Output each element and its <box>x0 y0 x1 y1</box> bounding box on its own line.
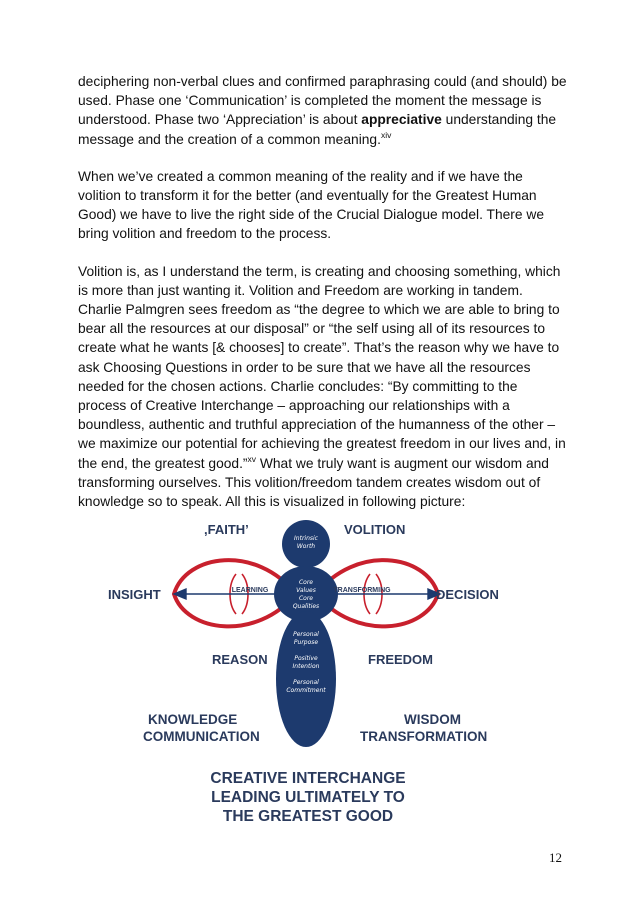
communication-label: COMMUNICATION <box>143 729 260 744</box>
caption-line-3: THE GREATEST GOOD <box>222 808 394 825</box>
caption-line-2: LEADING ULTIMATELY TO <box>211 789 405 806</box>
footnote-ref-xiv[interactable]: xiv <box>380 129 392 140</box>
paragraph-3-text-end: What we truly want is augment our wisdom and transforming ourselves. This volition/freedom tandem creates wisdom out of knowledge so to speak. All this is visualized in following picture: <box>78 455 549 510</box>
body-text-6: Commitment <box>286 687 326 694</box>
core-text-1: Core <box>298 579 314 586</box>
paragraph-2: When we’ve created a common meaning of the reality and if we have the volition to transform it for the better (and eventually for the Greatest Human Good) we have to live the right side of the Crucial Dialogue model. There we bring volition and freedom to the process. <box>78 168 545 242</box>
core-text-2: Values <box>296 587 316 594</box>
body-text-4: Intention <box>292 663 320 670</box>
knowledge-label: KNOWLEDGE <box>148 712 238 727</box>
paragraph-1 <box>78 72 568 149</box>
paragraph-1-text: deciphering non-verbal clues and confirmed paraphrasing could (and should) be used. Phase one ‘Communication’ is completed the moment the message is understood. Phase two ‘Appreciation’ is about <box>78 74 567 128</box>
transformation-label: TRANSFORMATION <box>360 729 488 744</box>
faith-label: ,FAITH’ <box>204 522 249 537</box>
body-text <box>78 72 568 511</box>
body-text-5: Personal <box>293 679 319 686</box>
freedom-label: FREEDOM <box>368 652 433 667</box>
caption-line-1: CREATIVE INTERCHANGE <box>210 770 406 787</box>
paragraph-1-bold-word: appreciative <box>361 112 442 128</box>
volition-label: VOLITION <box>344 522 406 537</box>
creative-interchange-diagram <box>96 514 526 834</box>
decision-label: DECISION <box>436 587 499 602</box>
footnote-ref-xv[interactable]: xv <box>247 453 257 464</box>
body-text-1: Personal <box>293 631 319 638</box>
body-text-2: Purpose <box>293 639 319 646</box>
wisdom-label: WISDOM <box>404 712 461 727</box>
head-text-1: Intrinsic <box>294 535 318 542</box>
paragraph-1-text-end: understanding the message and the creation of a common meaning. <box>78 112 557 147</box>
page-number: 12 <box>549 850 562 865</box>
paragraph-3-text: Volition is, as I understand the term, is creating and choosing something, which is more than just wanting it. Volition and Freedom are working in tandem. Charlie Palmgren sees freedom as “the degree to which we are able to bring to bear all the resources at our disposal” or “the self using all of its resources to create what he wants [& chooses] to create”. That’s the reason why we have to ask Choosing Questions in order to be sure that we have all the resources needed for the chosen actions. Charlie concludes: “By committing to the process of Creative Interchange – approaching our relationships with a boundless, authentic and truthful appreciation of the humanness of the other – we maximize our potential for achieving the greatest freedom in our lives and, in the end, the greatest good.” <box>78 263 566 471</box>
learning-label: LEARNING <box>231 587 269 594</box>
head-text-2: Worth <box>296 543 316 550</box>
body-text-3: Positive <box>294 655 318 662</box>
reason-label: REASON <box>212 652 268 667</box>
transforming-label: TRANSFORMING <box>333 587 391 594</box>
paragraph-3 <box>78 262 568 512</box>
insight-label: INSIGHT <box>108 587 161 602</box>
core-text-3: Core <box>298 595 314 602</box>
core-text-4: Qualities <box>292 603 320 610</box>
